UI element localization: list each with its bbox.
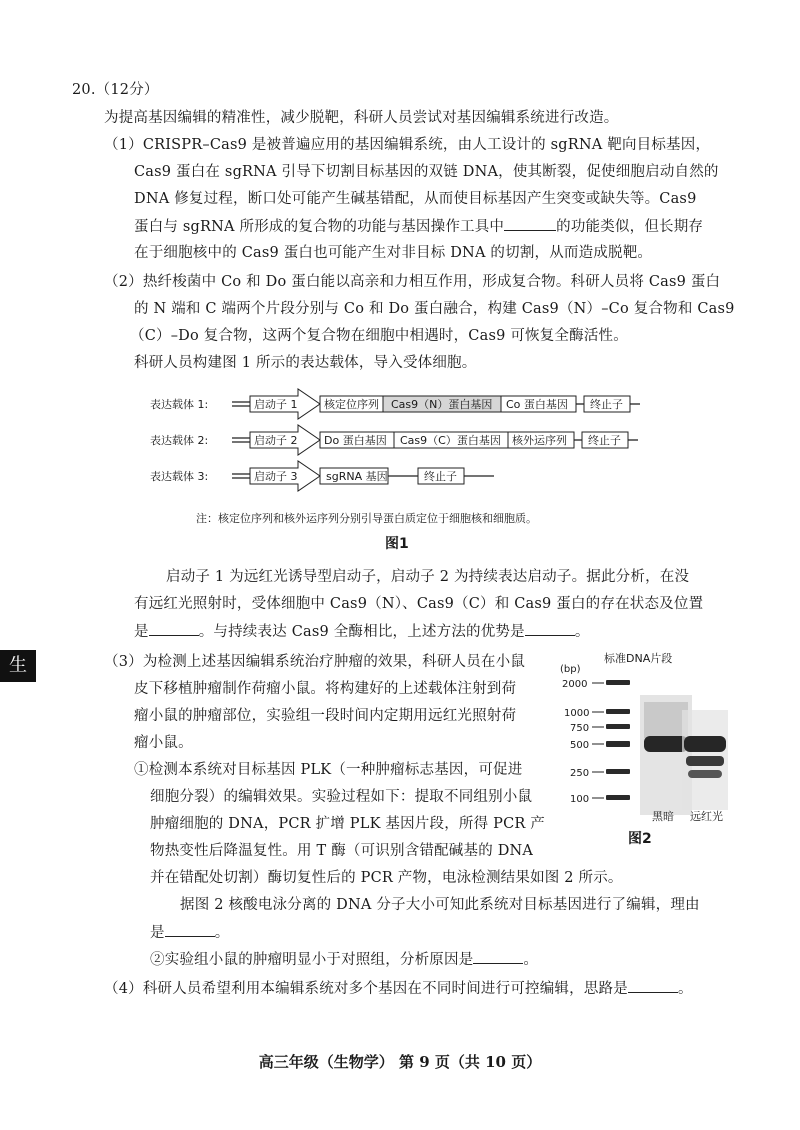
vector-3-promoter: 启动子 3 [254, 470, 298, 483]
p4-line-1-b: 。 [677, 981, 693, 997]
p3-line-12-b: 。 [523, 952, 539, 968]
ladder-title: 标准DNA片段 [604, 652, 673, 665]
p1-line-2: Cas9 蛋白在 sgRNA 引导下切割目标基因的双链 DNA，使其断裂，促使细胞启动自然的 [134, 164, 719, 180]
vector-2-promoter: 启动子 2 [254, 434, 298, 447]
p2-line-4: 科研人员构建图 1 所示的表达载体，导入受体细胞。 [134, 355, 477, 371]
vector-3-label: 表达载体 3: [150, 470, 209, 483]
answer-blank-4[interactable] [165, 922, 215, 937]
question-title: 20.（12分） [72, 82, 159, 98]
answer-blank-3[interactable] [525, 621, 575, 636]
p1-line-4-b: 的功能类似，但长期存 [556, 219, 704, 235]
p1-line-1: （1）CRISPR–Cas9 是被普遍应用的基因编辑系统，由人工设计的 sgRNA 靶向目标基因， [104, 137, 711, 153]
ladder-label-750: 750 [570, 723, 590, 734]
p1-line-4-a: 蛋白与 sgRNA 所形成的复合物的功能与基因操作工具中 [134, 219, 505, 235]
p3-line-9: 并在错配处切割）酶切复性后的 PCR 产物，电泳检测结果如图 2 所示。 [150, 870, 623, 886]
p3-line-5: ①检测本系统对目标基因 PLK（一种肿瘤标志基因，可促进 [134, 762, 523, 778]
ladder-label-2000: 2000 [562, 679, 588, 690]
vector-1-seg-1: 核定位序列 [324, 398, 379, 411]
figure-2-gel [560, 650, 760, 850]
vector-2-seg-1: Do 蛋白基因 [324, 434, 387, 447]
p2-line-1: （2）热纤梭菌中 Co 和 Do 蛋白能以高亲和力相互作用，形成复合物。科研人员将 Cas9 蛋白 [104, 274, 721, 290]
lane-label-dark: 黑暗 [652, 810, 674, 823]
ladder-label-500: 500 [570, 740, 590, 751]
vector-1-promoter: 启动子 1 [254, 398, 298, 411]
ladder-label-1000: 1000 [564, 708, 590, 719]
p3-line-1: （3）为检测上述基因编辑系统治疗肿瘤的效果，科研人员在小鼠 [104, 654, 526, 670]
p2b-line-3-a: 是 [134, 624, 149, 640]
p2-line-3: （C）–Do 复合物，这两个复合物在细胞中相遇时，Cas9 可恢复全酶活性。 [130, 328, 628, 344]
p2b-line-1: 启动子 1 为远红光诱导型启动子，启动子 2 为持续表达启动子。据此分析，在没 [166, 569, 690, 585]
figure-1-caption: 图1 [385, 536, 409, 552]
far-red-lane-band-500 [684, 736, 726, 752]
vector-2-terminator: 终止子 [588, 434, 621, 447]
page-footer: 高三年级（生物学） 第 9 页（共 10 页） [258, 1053, 542, 1071]
p3-line-12 [150, 949, 538, 970]
p4-line-1-a: （4）科研人员希望利用本编辑系统对多个基因在不同时间进行可控编辑，思路是 [104, 981, 628, 997]
vector-2-seg-2: Cas9（C）蛋白基因 [400, 434, 501, 447]
dark-lane-band [644, 736, 688, 752]
vector-1-seg-2: Cas9（N）蛋白基因 [391, 398, 493, 411]
p3-line-11-b: 。 [214, 925, 230, 941]
p3-line-11 [150, 922, 229, 943]
p2b-line-3 [134, 621, 590, 642]
far-red-lane-band-cut-1 [686, 756, 724, 766]
p3-line-6: 细胞分裂）的编辑效果。实验过程如下：提取不同组别小鼠 [150, 789, 533, 805]
p2b-line-3-b: 。与持续表达 Cas9 全酶相比，上述方法的优势是 [198, 624, 525, 640]
p3-line-11-a: 是 [150, 925, 165, 941]
p3-line-3: 瘤小鼠的肿瘤部位，实验组一段时间内定期用远红光照射荷 [134, 708, 517, 724]
p3-line-8: 物热变性后降温复性。用 T 酶（可识别含错配碱基的 DNA [150, 843, 534, 859]
p1-line-4 [134, 216, 703, 237]
p2b-line-2: 有远红光照射时，受体细胞中 Cas9（N）、Cas9（C）和 Cas9 蛋白的存在状态及位置 [134, 596, 704, 612]
p1-line-3: DNA 修复过程，断口处可能产生碱基错配，从而使目标基因产生突变或缺失等。Cas9 [134, 191, 697, 207]
figure-1-vectors [150, 385, 670, 525]
question-intro: 为提高基因编辑的精准性，减少脱靶，科研人员尝试对基因编辑系统进行改造。 [104, 110, 619, 126]
p4-line-1 [104, 978, 693, 999]
vector-3-terminator: 终止子 [424, 470, 457, 483]
p1-line-5: 在于细胞核中的 Cas9 蛋白也可能产生对非目标 DNA 的切割，从而造成脱靶。 [134, 245, 653, 261]
vector-1-terminator: 终止子 [590, 398, 623, 411]
answer-blank-1[interactable] [504, 216, 556, 231]
figure-1-note: 注：核定位序列和核外运序列分别引导蛋白质定位于细胞核和细胞质。 [196, 512, 537, 525]
ladder-label-250: 250 [570, 768, 590, 779]
answer-blank-5[interactable] [473, 949, 523, 964]
p2b-line-3-c: 。 [574, 624, 590, 640]
vector-2-seg-3: 核外运序列 [512, 434, 567, 447]
vector-2-label: 表达载体 2: [150, 434, 209, 447]
subject-tab: 生 [0, 650, 36, 682]
vector-1-seg-3: Co 蛋白基因 [506, 398, 568, 411]
p3-line-10: 据图 2 核酸电泳分离的 DNA 分子大小可知此系统对目标基因进行了编辑，理由 [180, 897, 700, 913]
p3-line-4: 瘤小鼠。 [134, 735, 193, 751]
far-red-lane-band-cut-2 [688, 770, 722, 778]
vector-1-label: 表达载体 1: [150, 398, 209, 411]
answer-blank-6[interactable] [628, 978, 678, 993]
figure-2-caption: 图2 [628, 831, 652, 847]
vector-3-seg-1: sgRNA 基因 [326, 470, 388, 483]
answer-blank-2[interactable] [149, 621, 199, 636]
ladder-label-100: 100 [570, 794, 590, 805]
p3-line-12-a: ②实验组小鼠的肿瘤明显小于对照组，分析原因是 [150, 952, 474, 968]
p2-line-2: 的 N 端和 C 端两个片段分别与 Co 和 Do 蛋白融合，构建 Cas9（N）–Co 复合物和 Cas9 [134, 301, 735, 317]
p3-line-2: 皮下移植肿瘤制作荷瘤小鼠。将构建好的上述载体注射到荷 [134, 681, 517, 697]
bp-unit: (bp) [560, 664, 581, 675]
p3-line-7: 肿瘤细胞的 DNA，PCR 扩增 PLK 基因片段，所得 PCR 产 [150, 816, 545, 832]
lane-label-far-red: 远红光 [690, 810, 723, 823]
